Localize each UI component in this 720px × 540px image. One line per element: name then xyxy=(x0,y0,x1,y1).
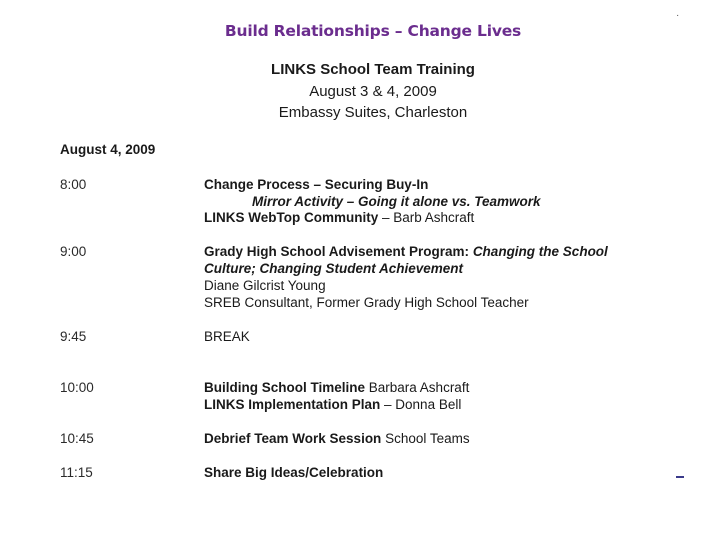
agenda-item-1-line-2 xyxy=(252,194,541,209)
agenda-time-6: 11:15 xyxy=(60,465,93,480)
agenda-time-4: 10:00 xyxy=(60,380,94,395)
presenter: – Barb Ashcraft xyxy=(378,210,475,225)
agenda-time-5: 10:45 xyxy=(60,431,94,446)
session-subtitle: Changing the School xyxy=(472,244,608,259)
session-title: Debrief Team Work Session xyxy=(204,431,382,446)
agenda-item-5-line-1 xyxy=(204,431,470,446)
agenda-item-1-line-1 xyxy=(204,177,428,192)
session-title: Building School Timeline xyxy=(204,380,366,395)
session-title: Grady High School Advisement Program: xyxy=(204,244,473,259)
agenda-time-3: 9:45 xyxy=(60,329,87,344)
session-title: Share Big Ideas/Celebration xyxy=(204,465,384,480)
agenda-time-2: 9:00 xyxy=(60,244,87,259)
presenter: – Donna Bell xyxy=(380,397,462,412)
presenter: Barbara Ashcraft xyxy=(365,380,470,395)
corner-mark xyxy=(676,476,684,478)
session-title: Change Process – Securing Buy-In xyxy=(204,177,429,192)
session-title: LINKS Implementation Plan xyxy=(204,397,381,412)
agenda-item-6-line-1 xyxy=(204,465,383,480)
day-heading: August 4, 2009 xyxy=(60,142,156,157)
presenter: School Teams xyxy=(381,431,470,446)
training-venue: Embassy Suites, Charleston xyxy=(278,104,468,121)
agenda-item-2-line-3 xyxy=(204,278,326,293)
break-label: BREAK xyxy=(204,329,250,344)
agenda-item-4-line-2 xyxy=(204,397,461,412)
corner-dot: · xyxy=(676,10,680,21)
training-title: LINKS School Team Training xyxy=(271,61,475,78)
agenda-item-2-line-4 xyxy=(204,295,529,310)
agenda-item-2-line-2 xyxy=(204,261,463,276)
training-dates: August 3 & 4, 2009 xyxy=(309,83,437,100)
agenda-time-1: 8:00 xyxy=(60,177,87,192)
presenter: Diane Gilcrist Young xyxy=(204,278,326,293)
session-title: LINKS WebTop Community xyxy=(204,210,379,225)
slogan-heading: Build Relationships – Change Lives xyxy=(224,22,522,40)
agenda-item-1-line-3 xyxy=(204,210,474,225)
presenter-role: SREB Consultant, Former Grady High School Teacher xyxy=(204,295,529,310)
agenda-item-4-line-1 xyxy=(204,380,469,395)
session-subtitle: Culture; Changing Student Achievement xyxy=(204,261,464,276)
agenda-item-3-line-1 xyxy=(204,329,250,344)
activity-title: Mirror Activity – Going it alone vs. Teamwork xyxy=(252,194,541,209)
agenda-item-2-line-1 xyxy=(204,244,608,259)
